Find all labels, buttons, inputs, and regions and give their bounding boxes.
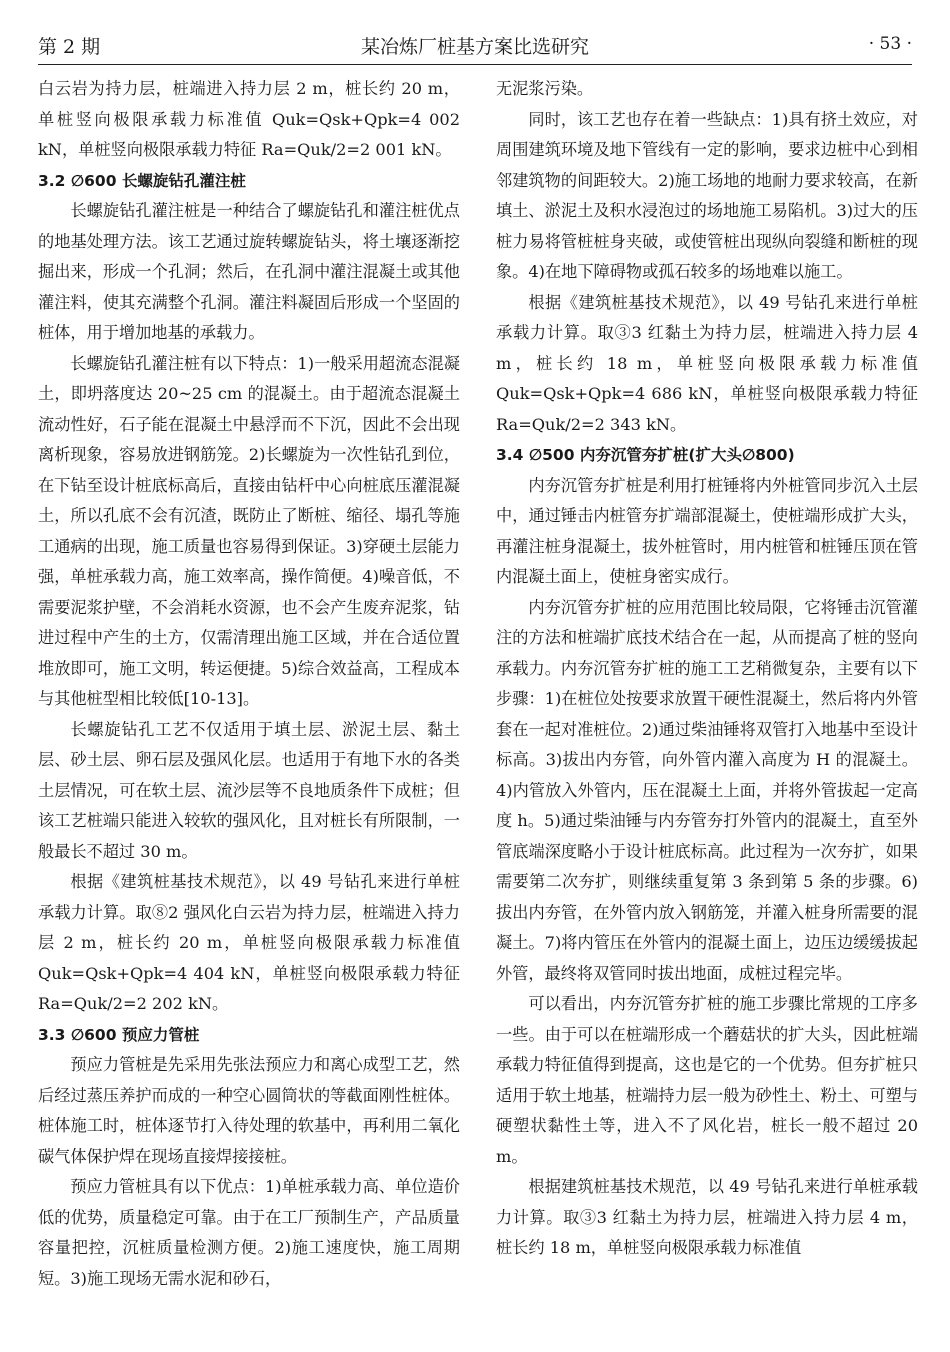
paragraph: 根据《建筑桩基技术规范》，以 49 号钻孔来进行单桩承载力计算。取⑧2 强风化白云岩为持力层，桩端进入持力层 2 m，桩长约 20 m，单桩竖向极限承载力标准值 Quk=Qsk+Qpk=4 404 kN，单桩竖向极限承载力特征 Ra=Quk/2=2 202 kN。 [38,872,460,1013]
paragraph: 根据《建筑桩基技术规范》，以 49 号钻孔来进行单桩承载力计算。取③3 红黏土为持力层，桩端进入持力层 4 m，桩长约 18 m，单桩竖向极限承载力标准值 Quk=Qsk+Qpk=4 686 kN，单桩竖向极限承载力特征 Ra=Quk/2=2 343 kN。 [496,292,918,434]
section-heading-3-2: 3.2 ∅600 长螺旋钻孔灌注桩 [38,171,246,190]
paragraph: 可以看出，内夯沉管夯扩桩的施工步骤比常规的工序多一些。由于可以在桩端形成一个蘑菇状的扩大头，因此桩端承载力特征值得到提高，这也是它的一个优势。但夯扩桩只适用于软土地基，桩端持力层一般为砂性土、粉土、可塑与硬塑状黏性土等，进入不了风化岩，桩长一般不超过 20 m。 [496,994,918,1166]
issue-number: 第 2 期 [38,36,101,58]
page-number: · 53 · [868,34,912,54]
paragraph: 长螺旋钻孔工艺不仅适用于填土层、淤泥土层、黏土层、砂土层、卵石层及强风化层。也适用于有地下水的各类土层情况，可在软土层、流沙层等不良地质条件下成桩；但该工艺桩端只能进入较软的强风化，且对桩长有所限制，一般最长不超过 30 m。 [38,719,460,861]
left-column [38,74,460,1294]
paragraph: 内夯沉管夯扩桩是利用打桩锤将内外桩管同步沉入土层中，通过锤击内桩管夯扩端部混凝土，使桩端形成扩大头，再灌注桩身混凝土，拔外桩管时，用内桩管和桩锤压顶在管内混凝土面上，使桩身密实成行。 [496,475,918,586]
paragraph: 长螺旋钻孔灌注桩有以下特点：1)一般采用超流态混凝土，即坍落度达 20~25 cm 的混凝土。由于超流态混凝土流动性好，石子能在混凝土中悬浮而不下沉，因此不会出现离析现象，容易放进钢筋笼。2)长螺旋为一次性钻孔到位，在下钻至设计桩底标高后，直接由钻杆中心向桩底压灌混凝土，所以孔底不会有沉渣，既防止了断桩、缩径、塌孔等施工通病的出现，施工质量也容易得到保证。3)穿硬土层能力强，单桩承载力高，施工效率高，操作简便。4)噪音低，不需要泥浆护壁，不会消耗水资源，也不会产生废弃泥浆，钻进过程中产生的土方，仅需清理出施工区域，并在合适位置堆放即可，施工文明，转运便捷。5)综合效益高，工程成本与其他桩型相比较低[10-13]。 [38,353,460,708]
paragraph: 预应力管桩具有以下优点：1)单桩承载力高、单位造价低的优势，质量稳定可靠。由于在工厂预制生产，产品质量容量把控，沉桩质量检测方便。2)施工速度快，施工周期短。3)施工现场无需水泥和砂石， [38,1177,460,1288]
paragraph: 根据建筑桩基技术规范，以 49 号钻孔来进行单桩承载力计算。取③3 红黏土为持力层，桩端进入持力层 4 m，桩长约 18 m，单桩竖向极限承载力标准值 [496,1177,918,1257]
paragraph: 预应力管桩是先采用先张法预应力和离心成型工艺，然后经过蒸压养护而成的一种空心圆筒状的等截面刚性桩体。桩体施工时，桩体逐节打入待处理的软基中，再利用二氧化碳气体保护焊在现场直接焊接接桩。 [38,1055,460,1166]
header-rule [38,64,912,65]
paragraph: 同时，该工艺也存在着一些缺点：1)具有挤土效应，对周围建筑环境及地下管线有一定的影响，要求边桩中心到相邻建筑物的间距较大。2)施工场地的地耐力要求较高，在新填土、淤泥土及积水浸泡过的场地施工易陷机。3)过大的压桩力易将管桩桩身夹破，或使管桩出现纵向裂缝和断桩的现象。4)在地下障碍物或孤石较多的场地难以施工。 [496,109,918,281]
running-title: 某冶炼厂桩基方案比选研究 [360,36,589,58]
paragraph-continued: 无泥浆污染。 [496,79,594,98]
section-heading-3-4: 3.4 ∅500 内夯沉管夯扩桩(扩大头∅800) [496,446,795,464]
paragraph: 长螺旋钻孔灌注桩是一种结合了螺旋钻孔和灌注桩优点的地基处理方法。该工艺通过旋转螺旋钻头，将土壤逐渐挖掘出来，形成一个孔洞；然后，在孔洞中灌注混凝土或其他灌注料，使其充满整个孔洞。灌注料凝固后形成一个坚固的桩体，用于增加地基的承载力。 [38,201,460,342]
paragraph: 内夯沉管夯扩桩的应用范围比较局限，它将锤击沉管灌注的方法和桩端扩底技术结合在一起，从而提高了桩的竖向承载力。内夯沉管夯扩桩的施工工艺稍微复杂，主要有以下步骤：1)在桩位处按要求放置干硬性混凝土，然后将内外管套在一起对准桩位。2)通过柴油锤将双管打入地基中至设计标高。3)拔出内夯管，向外管内灌入高度为 H 的混凝土。4)内管放入外管内，压在混凝土上面，并将外管拔起一定高度 h。5)通过柴油锤与内夯管夯打外管内的混凝土，直至外管底端深度略小于设计桩底标高。此过程为一次夯扩，如果需要第二次夯扩，则继续重复第 3 条到第 5 条的步骤。6)拔出内夯管，在外管内放入钢筋笼，并灌入桩身所需要的混凝土。7)将内管压在外管内的混凝土面上，边压边缓缓拔起外管，最终将双管同时拔出地面，成桩过程完毕。 [496,597,918,983]
right-column [496,74,918,1264]
running-header [38,26,912,60]
paragraph-continued: 白云岩为持力层，桩端进入持力层 2 m，桩长约 20 m，单桩竖向极限承载力标准值 Quk=Qsk+Qpk=4 002 kN，单桩竖向极限承载力特征 Ra=Quk/2=2 001 kN。 [38,79,460,159]
section-heading-3-3: 3.3 ∅600 预应力管桩 [38,1025,200,1044]
